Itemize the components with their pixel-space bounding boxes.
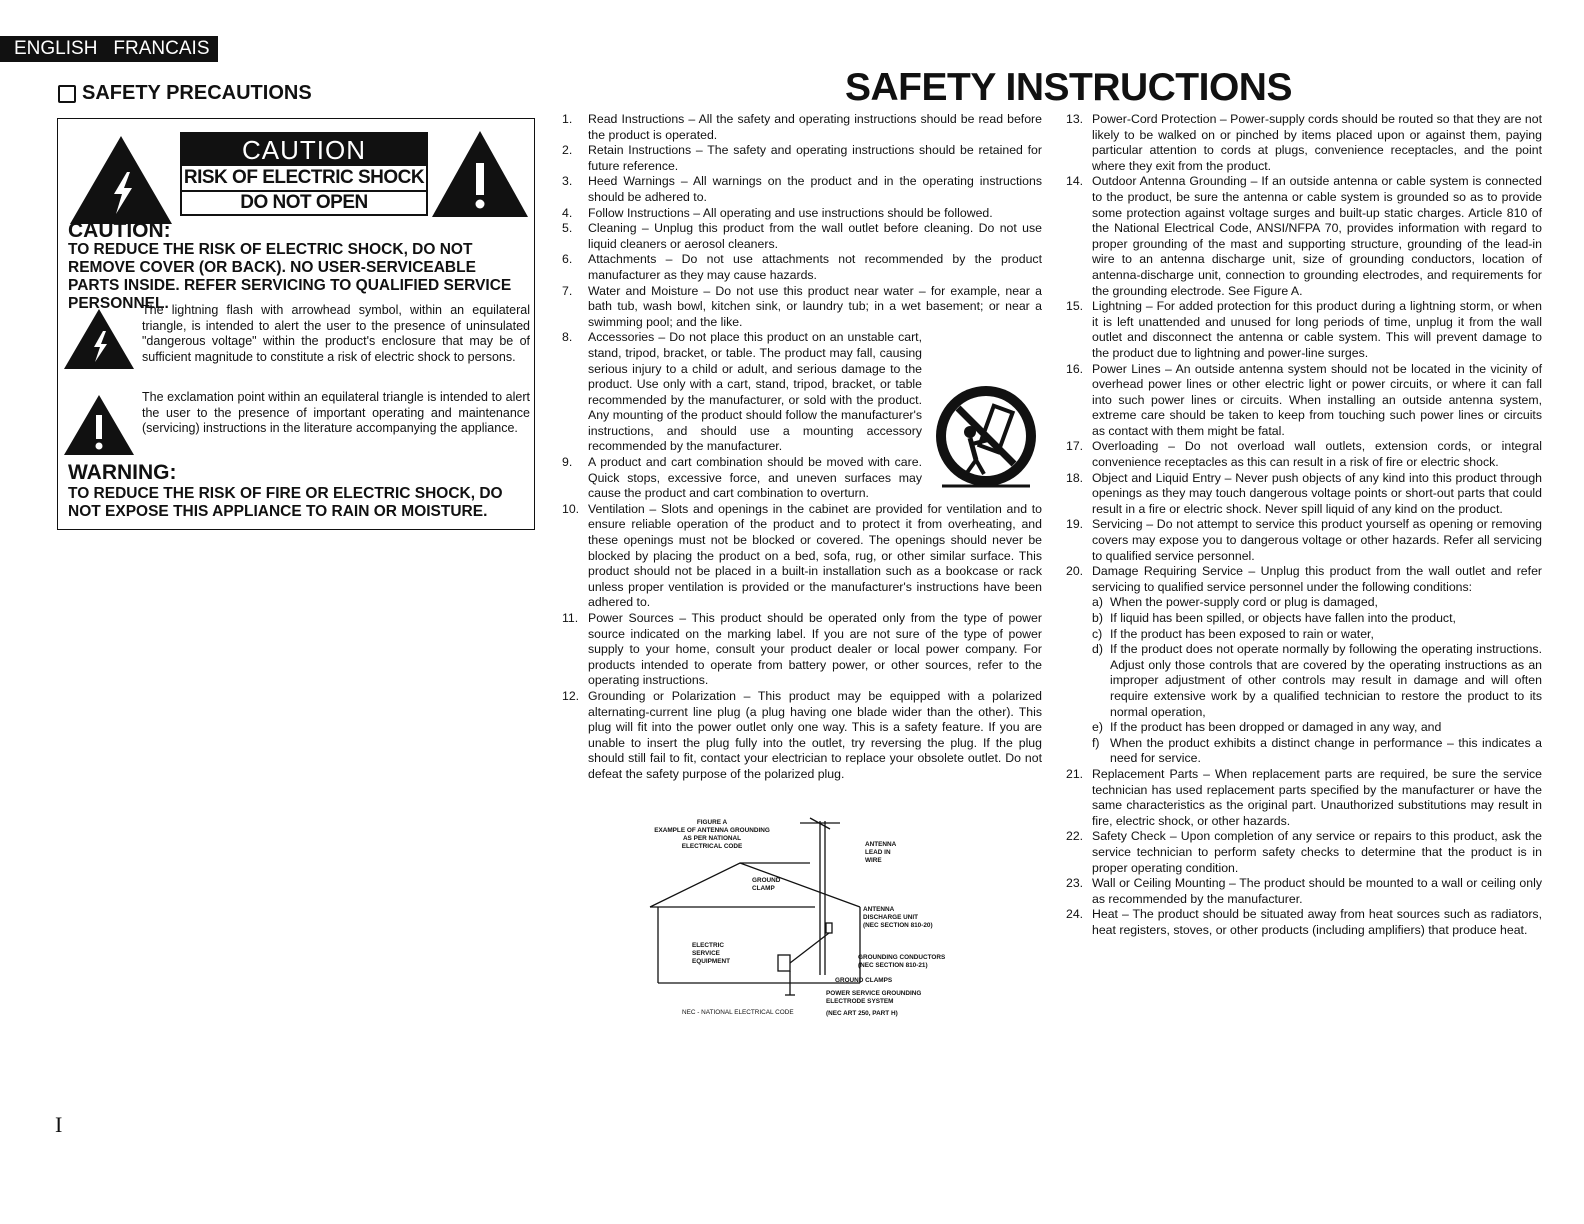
figure-power-1: POWER SERVICE GROUNDING	[826, 990, 922, 997]
instruction-item: 9. A product and cart combination should be moved with care. Quick stops, excessive force, and uneven surfaces may cause the product and cart combination to overturn.	[562, 455, 922, 501]
figure-ground-clamp-1: GROUND	[752, 877, 781, 884]
exclamation-description: The exclamation point within an equilateral triangle is intended to alert the user to the presence of important operating and maintenance (servicing) instructions in the literature accompanying the appliance.	[142, 390, 530, 436]
instruction-item: 5. Cleaning – Unplug this product from the wall outlet before cleaning. Do not use liquid cleaners or aerosol cleaners.	[562, 221, 1042, 251]
instruction-item: 12. Grounding or Polarization – This product may be equipped with a polarized alternating-current line plug (a plug having one blade wider than the other). This plug will fit into the power outlet only one way. This is a safety feature. If you are unable to insert the plug fully into the outlet, try reversing the plug. If the plug should still fail to fit, contact your electrician to replace your obsolete outlet. Do not defeat the safety purpose of the polarized plug.	[562, 688, 1042, 781]
lightning-description: The lightning flash with arrowhead symbol, within an equilateral triangle, is intended to alert the user to the presence of uninsulated "dangerous voltage" within the product's enclosure that may be of sufficient magnitude to constitute a risk of electric shock to persons.	[142, 303, 530, 364]
instruction-item-damage: 20. Damage Requiring Service – Unplug this product from the wall outlet and refer servicing to qualified service personnel under the following conditions: a) When the power-supply cord or plug is damaged, b) If liquid has been spilled, or objects have fallen into the product, c) If the product has been exposed to rain or water, d) If the product does not operate normally by following the operating instructions. Adjust only those controls that are covered by the operating instructions as an improper adjustment of other controls may result in damage and will often require extensive work by a qualified technician to restore the product to its normal operation, e) If the product has been dropped or damaged in any way, and f) When the product exhibits a distinct change in performance – this indicates a need for service.	[1066, 564, 1542, 766]
figure-power-3: (NEC ART 250, PART H)	[826, 1010, 898, 1017]
figure-nec: NEC - NATIONAL ELECTRICAL CODE	[682, 1009, 794, 1016]
instruction-item: 10. Ventilation – Slots and openings in the cabinet are provided for ventilation and to ensure reliable operation of the product and to protect it from overheating, and these openings must not be blocked or covered. The openings should never be blocked by placing the product on a bed, sofa, rug, or other similar surface. This product should not be placed in a built-in installation such as a bookcase or rack unless proper ventilation is provided or the manufacturer's instructions have been adhered to.	[562, 501, 1042, 610]
sub-condition: b) If liquid has been spilled, or objects have fallen into the product,	[1092, 611, 1456, 625]
instruction-item: 15. Lightning – For added protection for this product during a lightning storm, or when it is left unattended and unused for long periods of time, unplug it from the wall outlet and disconnect the antenna or cable system. This will prevent damage to the product due to lightning and power-line surges.	[1066, 299, 1542, 360]
instructions-column-1	[562, 112, 1042, 783]
figure-power-2: ELECTRODE SYSTEM	[826, 998, 894, 1005]
caution-heading: CAUTION:	[68, 219, 171, 242]
language-tab-bar	[0, 36, 218, 62]
instruction-item: 1. Read Instructions – All the safety and operating instructions should be read before the product is operated.	[562, 112, 1042, 142]
instruction-item: 22. Safety Check – Upon completion of any service or repairs to this product, ask the service technician to perform safety checks to determine that the product is in proper operating condition.	[1066, 829, 1542, 875]
figure-antenna-1: ANTENNA	[865, 841, 897, 848]
lang-tab-francais[interactable]: FRANCAIS	[113, 38, 210, 59]
caution-box	[57, 118, 535, 530]
sub-condition: a) When the power-supply cord or plug is damaged,	[1092, 595, 1378, 610]
sub-condition: c) If the product has been exposed to rain or water,	[1092, 626, 1374, 641]
lightning-warning-icon	[68, 134, 174, 226]
instruction-item: 13. Power-Cord Protection – Power-supply cords should be routed so that they are not likely to be walked on or pinched by items placed upon or against them, paying particular attention to cords at plugs, convenience receptacles, and the point where they exit from the product.	[1066, 112, 1542, 173]
figure-title-4: ELECTRICAL CODE	[681, 843, 743, 850]
figure-conductors-1: GROUNDING CONDUCTORS	[858, 954, 946, 961]
sub-condition: e) If the product has been dropped or damaged in any way, and	[1092, 720, 1442, 735]
instruction-item-accessories: 8. Accessories – Do not place this product on an unstable cart, stand, tripod, bracket, or table. The product may fall, causing serious injury to a child or adult, and serious damage to the product. Use only with a cart, stand, tripod, bracket, or table recommended by the manufacturer, or sold with the product. Any mounting of the product should follow the manufacturer's instructions, and should use a mounting accessory recommended by the manufacturer.	[562, 330, 1042, 455]
caution-body: TO REDUCE THE RISK OF ELECTRIC SHOCK, DO NOT REMOVE COVER (OR BACK). NO USER-SERVICEABLE PARTS INSIDE. REFER SERVICING TO QUALIFIED SERVICE PERSONNEL.	[68, 241, 512, 312]
figure-ground-clamp-2: CLAMP	[752, 885, 775, 892]
caution-banner	[180, 132, 428, 216]
warning-heading: WARNING:	[68, 461, 177, 484]
exclamation-symbol-icon	[62, 393, 136, 457]
figure-title-2: EXAMPLE OF ANTENNA GROUNDING	[654, 827, 770, 834]
figure-title-1: FIGURE A	[696, 819, 728, 826]
lang-tab-english[interactable]: ENGLISH	[14, 38, 98, 59]
sub-condition: d) If the product does not operate normally by following the operating instructions. Adjust only those controls that are covered by the operating instructions as an improper adjustment of other controls may result in damage and will often require extensive work by a qualified technician to restore the product to its normal operation,	[1092, 642, 1542, 719]
instruction-item: 11. Power Sources – This product should be operated only from the type of power source indicated on the marking label. If you are not sure of the type of power supply to your home, consult your product dealer or local power company. For products intended to operate from battery power, or other sources, refer to the operating instructions.	[562, 611, 1042, 688]
instruction-item: 19. Servicing – Do not attempt to service this product yourself as opening or removing covers may expose you to dangerous voltage or other hazards. Refer all servicing to qualified service personnel.	[1066, 517, 1542, 563]
exclamation-warning-icon	[430, 129, 530, 219]
antenna-grounding-figure	[630, 815, 970, 1020]
instruction-item: 3. Heed Warnings – All warnings on the product and in the operating instructions should be adhered to.	[562, 174, 1042, 204]
main-title: SAFETY INSTRUCTIONS	[845, 66, 1292, 109]
instruction-item: 6. Attachments – Do not use attachments not recommended by the product manufacturer as they may cause hazards.	[562, 252, 1042, 282]
instruction-item: 23. Wall or Ceiling Mounting – The product should be mounted to a wall or ceiling only as recommended by the manufacturer.	[1066, 876, 1542, 906]
instruction-item: 24. Heat – The product should be situated away from heat sources such as radiators, heat registers, stoves, or other products (including amplifiers) that produce heat.	[1066, 907, 1542, 937]
banner-do-not-open: DO NOT OPEN	[240, 192, 368, 213]
page-number: I	[55, 1112, 63, 1137]
section-title-text: SAFETY PRECAUTIONS	[82, 82, 312, 104]
instruction-item: 7. Water and Moisture – Do not use this product near water – for example, near a bath tub, wash bowl, kitchen sink, or laundry tub; in a wet basement; or near a swimming pool; and the like.	[562, 283, 1042, 329]
instructions-column-2	[1066, 112, 1542, 938]
banner-risk: RISK OF ELECTRIC SHOCK	[182, 166, 426, 192]
instruction-item: 21. Replacement Parts – When replacement parts are required, be sure the service technician has used replacement parts specified by the manufacturer or have the same characteristics as the original part. Unauthorized substitutions may result in fire, electric shock, or other hazards.	[1066, 766, 1542, 828]
section-title	[58, 82, 312, 105]
checkbox-icon	[58, 85, 76, 103]
figure-antenna-2: LEAD IN	[865, 849, 891, 856]
figure-antenna-3: WIRE	[865, 857, 882, 864]
instruction-item: 18. Object and Liquid Entry – Never push objects of any kind into this product through openings as they may touch dangerous voltage points or short-out parts that could result in a fire or electric shock. Never spill liquid of any kind on the product.	[1066, 470, 1542, 516]
figure-clamps: GROUND CLAMPS	[835, 977, 893, 984]
instruction-item: 4. Follow Instructions – All operating and use instructions should be followed.	[562, 205, 993, 220]
figure-discharge-1: ANTENNA	[863, 906, 895, 913]
figure-discharge-2: DISCHARGE UNIT	[863, 914, 919, 921]
figure-title-3: AS PER NATIONAL	[682, 835, 742, 842]
figure-electric-2: SERVICE	[692, 950, 720, 957]
warning-body: TO REDUCE THE RISK OF FIRE OR ELECTRIC SHOCK, DO NOT EXPOSE THIS APPLIANCE TO RAIN OR MOISTURE.	[68, 485, 503, 520]
instruction-item: 2. Retain Instructions – The safety and operating instructions should be retained for future reference.	[562, 143, 1042, 173]
figure-electric-1: ELECTRIC	[692, 942, 724, 949]
figure-discharge-3: (NEC SECTION 810-20)	[863, 922, 933, 929]
instruction-item: 16. Power Lines – An outside antenna system should not be located in the vicinity of overhead power lines or other electric light or power circuits, or where it can fall into such power lines or circuits. When installing an outside antenna system, extreme care should be taken to keep from touching such power lines or circuits as contact with them might be fatal.	[1066, 361, 1542, 438]
figure-conductors-2: (NEC SECTION 810-21)	[858, 962, 928, 969]
instruction-item: 14. Outdoor Antenna Grounding – If an outside antenna or cable system is connected to the product, be sure the antenna or cable system is grounded so as to provide some protection against voltage surges and built-up static charges. Article 810 of the National Electrical Code, ANSI/NFPA 70, provides information with regard to proper grounding of the mast and supporting structure, grounding of the lead-in wire to an antenna discharge unit, size of grounding conductors, location of antenna-discharge unit, connection to grounding electrodes, and requirements for the grounding electrode. See Figure A.	[1066, 174, 1542, 298]
instruction-item: 17. Overloading – Do not overload wall outlets, extension cords, or integral convenience receptacles as this can result in a risk of fire or electric shock.	[1066, 439, 1542, 470]
banner-caution: CAUTION	[182, 134, 426, 166]
figure-electric-3: EQUIPMENT	[692, 958, 730, 965]
lightning-symbol-icon	[62, 307, 136, 371]
sub-condition: f) When the product exhibits a distinct change in performance – this indicates a need for service.	[1092, 735, 1542, 766]
